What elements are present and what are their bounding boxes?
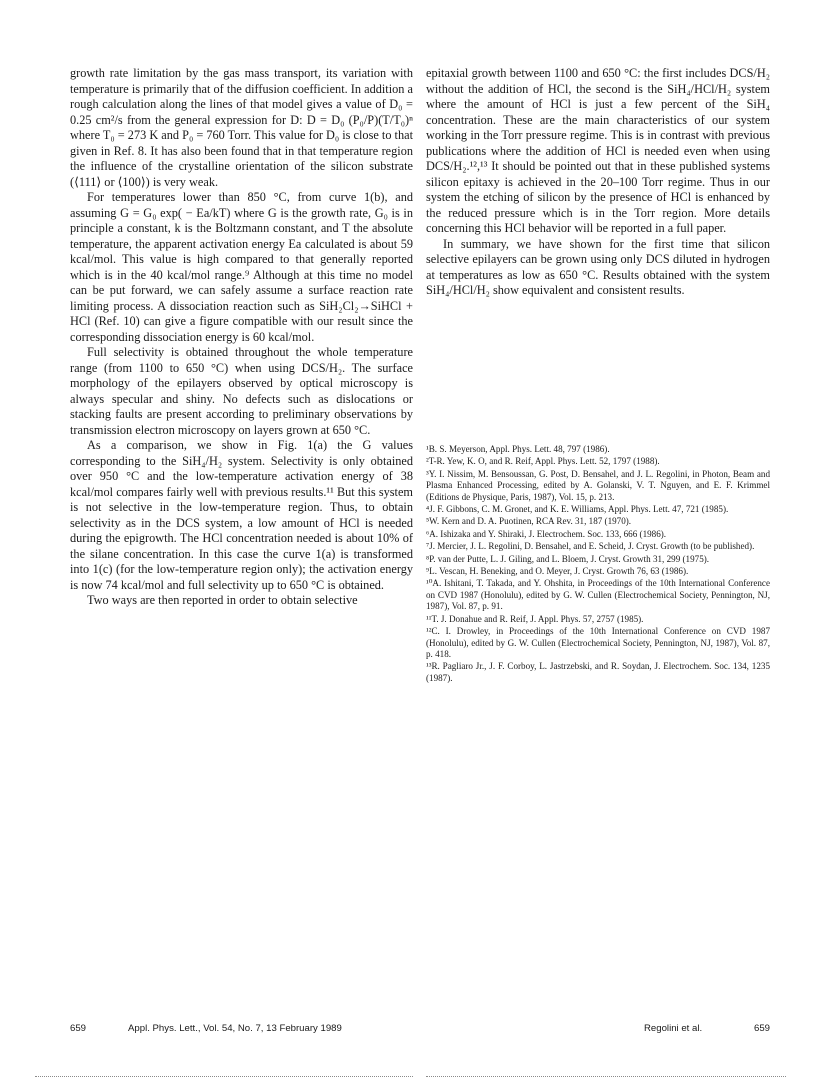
journal-citation: Appl. Phys. Lett., Vol. 54, No. 7, 13 February 1989	[128, 1023, 342, 1034]
bottom-rule-left	[35, 1076, 413, 1077]
reference-item: ¹⁰A. Ishitani, T. Takada, and Y. Ohshita, in Proceedings of the 10th International Conference on CVD 1987 (Honolulu), edited by G. W. Cullen (Electrochemical Society, Pennington, NJ, 1987), Vol. 87, p. 91.	[426, 578, 770, 612]
reference-item: ⁸P. van der Putte, L. J. Giling, and L. Bloem, J. Cryst. Growth 31, 299 (1975).	[426, 553, 710, 564]
reference-item: ⁹L. Vescan, H. Beneking, and O. Meyer, J. Cryst. Growth 76, 63 (1986).	[426, 566, 689, 577]
reference-item: ²T-R. Yew, K. O, and R. Reif, Appl. Phys. Lett. 52, 1797 (1988).	[426, 456, 660, 467]
page-footer	[70, 1023, 770, 1037]
running-author: Regolini et al.	[644, 1023, 703, 1034]
reference-item: ⁵W. Kern and D. A. Puotinen, RCA Rev. 31, 187 (1970).	[426, 516, 632, 527]
page-number-left: 659	[70, 1023, 87, 1034]
right-column	[426, 66, 770, 299]
left-column	[70, 66, 413, 609]
reference-item: ¹²C. I. Drowley, in Proceedings of the 10th International Conference on CVD 1987 (Honolulu), edited by G. W. Cullen (Electrochemical Society, Pennington, NJ, 1987), Vol. 87, p. 418.	[426, 626, 770, 659]
paragraph: epitaxial growth between 1100 and 650 °C: the first includes DCS/H₂ without the addition of HCl, the second is the SiH₄/HCl/H₂ system where the amount of HCl is just a few percent of the SiH₄ concentration. These are the main characteristics of our system working in the Torr pressure regime. This is in contrast with previous publications where the addition of HCl is needed even when using DCS/H₂.¹²,¹³ It should be pointed out that in these published systems silicon epitaxy is achieved in the 20–100 Torr regime. Thus in our system the etching of silicon by the presence of HCl is enhanced by the reduced pressure which is in the Torr region. More details concerning this HCl behavior will be reported in a full paper.	[426, 66, 770, 235]
paragraph: Two ways are then reported in order to obtain selective	[87, 593, 358, 607]
paragraph: As a comparison, we show in Fig. 1(a) the G values corresponding to the SiH₄/H₂ system. Selectivity is only obtained over 950 °C and the low-temperature activation energy of 38 kcal/mol compares fairly well with previous results.¹¹ But this system is not selective in the low-temperature region. Thus, to obtain selectivity as in the DCS system, a low amount of HCl is needed during the epigrowth. The HCl concentration needed is about 10% of the silane concentration. In this case the curve 1(a) is transformed into 1(c) (for the low-temperature region only); the activation energy is now 74 kcal/mol and full selectivity up to 650 °C is obtained.	[70, 438, 413, 592]
reference-item: ⁴J. F. Gibbons, C. M. Gronet, and K. E. Williams, Appl. Phys. Lett. 47, 721 (1985).	[426, 504, 729, 515]
paragraph: For temperatures lower than 850 °C, from curve 1(b), and assuming G = G₀ exp( − Ea/kT) where G is the growth rate, G₀ is in principle a constant, k is the Boltzmann constant, and T the absolute temperature, the apparent activation energy Ea calculated is about 59 kcal/mol. This value is high compared to that generally reported which is in the 40 kcal/mol range.⁹ Although at this time no model can be put forward, we can safely assume a surface reaction rate limiting process. A dissociation reaction such as SiH₂Cl₂→SiHCl + HCl (Ref. 10) can give a figure compatible with our result since the corresponding dissociation energy is 60 kcal/mol.	[70, 190, 413, 344]
references-list	[426, 444, 770, 685]
reference-item: ⁷J. Mercier, J. L. Regolini, D. Bensahel, and E. Scheid, J. Cryst. Growth (to be published).	[426, 541, 755, 552]
paragraph: Full selectivity is obtained throughout the whole temperature range (from 1100 to 650 °C) when using DCS/H₂. The surface morphology of the epilayers observed by optical microscopy is always specular and shiny. No defects such as dislocations or stacking faults are present according to preliminary observations by transmission electron microscopy on layers grown at 650 °C.	[70, 345, 413, 437]
page-number-right: 659	[753, 1023, 770, 1034]
reference-item: ³Y. I. Nissim, M. Bensoussan, G. Post, D. Bensahel, and J. L. Regolini, in Photon, Beam and Plasma Enhanced Processing, edited by A. Golanski, V. T. Nguyen, and E. F. Krimmel (Editions de Physique, Paris, 1987), Vol. 15, p. 213.	[426, 468, 770, 502]
reference-item: ¹¹T. J. Donahue and R. Reif, J. Appl. Phys. 57, 2757 (1985).	[426, 613, 644, 624]
paragraph: In summary, we have shown for the first time that silicon selective epilayers can be grown using only DCS diluted in hydrogen at temperatures as low as 650 °C. Results obtained with the system SiH₄/HCl/H₂ show equivalent and consistent results.	[426, 236, 770, 297]
reference-item: ¹³R. Pagliaro Jr., J. F. Corboy, L. Jastrzebski, and R. Soydan, J. Electrochem. Soc. 134, 1235 (1987).	[426, 661, 770, 683]
reference-item: ⁶A. Ishizaka and Y. Shiraki, J. Electrochem. Soc. 133, 666 (1986).	[426, 528, 667, 539]
reference-item: ¹B. S. Meyerson, Appl. Phys. Lett. 48, 797 (1986).	[426, 444, 610, 454]
bottom-rule-right	[426, 1076, 786, 1077]
paragraph: growth rate limitation by the gas mass transport, its variation with temperature is primarily that of the diffusion coefficient. In addition a rough calculation along the lines of that model gives a value of D₀ = 0.25 cm²/s from the general expression for D: D = D₀ (P₀/P)(T/T₀)ⁿ where T₀ = 273 K and P₀ = 760 Torr. This value for D₀ is close to that given in Ref. 8. It has also been found that in that temperature region the influence of the crystalline orientation of the silicon substrate (⟨111⟩ or ⟨100⟩) is very weak.	[70, 66, 413, 189]
